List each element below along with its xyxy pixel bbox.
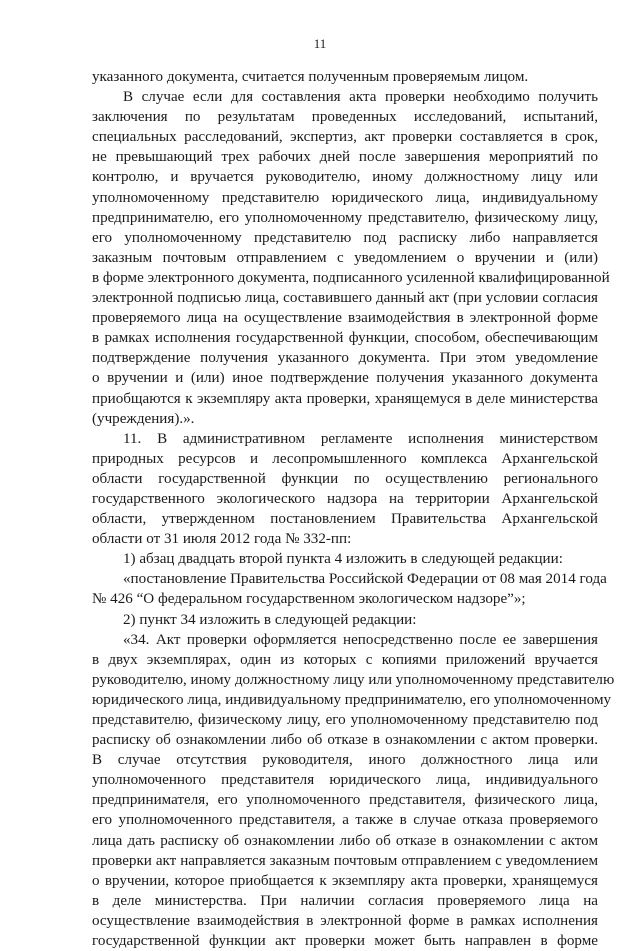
- text-line: предпринимателю, его уполномоченному представителю, физическому лицу,: [92, 209, 598, 226]
- text-line: его уполномоченному представителю под расписку либо направляется: [92, 229, 598, 246]
- text-line: уполномоченного представителя юридического лица, индивидуального: [92, 772, 598, 789]
- text-line: «34. Акт проверки оформляется непосредственно после ее завершения: [123, 631, 598, 648]
- text-line: в деле министерства. При наличии согласия проверяемого лица на: [92, 892, 598, 909]
- text-line: руководителю, иному должностному лицу или уполномоченному представителю: [92, 671, 615, 688]
- text-line: области государственной функции по осуществлению регионального: [92, 470, 598, 487]
- text-line: заказным почтовым отправлением с уведомлением о вручении и (или): [92, 249, 598, 266]
- text-line: 11. В административном регламенте исполнения министерством: [123, 430, 598, 447]
- text-line: подтверждение получения указанного документа. При этом уведомление: [92, 350, 598, 367]
- text-line: области, утвержденном постановлением Правительства Архангельской: [92, 511, 598, 528]
- text-line: 1) абзац двадцать второй пункта 4 изложить в следующей редакции:: [123, 551, 563, 568]
- text-line: в двух экземплярах, один из которых с копиями приложений вручается: [92, 651, 598, 668]
- text-line: не превышающий трех рабочих дней после завершения мероприятий по: [92, 149, 598, 166]
- text-line: государственного экологического надзора на территории Архангельской: [92, 490, 598, 507]
- text-line: электронной подписью лица, составившего данный акт (при условии согласия: [92, 290, 598, 307]
- text-line: области от 31 июля 2012 года № 332-пп:: [92, 531, 352, 548]
- text-line: предпринимателя, его уполномоченного представителя, физического лица,: [92, 792, 598, 809]
- text-line: (учреждения).».: [92, 410, 195, 427]
- text-line: В случае если для составления акта проверки необходимо получить: [123, 89, 598, 106]
- text-line: о вручении и (или) иное подтверждение получения указанного документа: [92, 370, 598, 387]
- text-line: проверки акт направляется заказным почтовым отправлением с уведомлением: [92, 852, 598, 869]
- text-line: № 426 “О федеральном государственном экологическом надзоре”»;: [92, 591, 526, 608]
- text-line: проверяемого лица на осуществление взаимодействия в электронной форме: [92, 310, 598, 327]
- text-line: в рамках исполнения государственной функции, способом, обеспечивающим: [92, 330, 598, 347]
- text-line: специальных расследований, экспертиз, акт проверки составляется в срок,: [92, 129, 598, 146]
- text-line: «постановление Правительства Российской Федерации от 08 мая 2014 года: [123, 571, 607, 588]
- document-body: [92, 67, 615, 951]
- text-line: расписку об ознакомлении либо об отказе в ознакомлении с актом проверки.: [92, 732, 598, 749]
- text-line: в форме электронного документа, подписанного усиленной квалифицированной: [92, 269, 610, 286]
- text-line: лица дать расписку об ознакомлении либо об отказе в ознакомлении с актом: [92, 832, 598, 849]
- text-line: заключения по результатам проведенных исследований, испытаний,: [92, 109, 598, 126]
- text-line: контролю, и вручается руководителю, иному должностному лицу или: [92, 169, 598, 186]
- text-line: 2) пункт 34 изложить в следующей редакции:: [123, 611, 417, 628]
- page-number: 11: [313, 36, 327, 51]
- text-line: государственной функции акт проверки может быть направлен в форме: [92, 933, 598, 950]
- text-line: о вручении, которое приобщается к экземпляру акта проверки, хранящемуся: [92, 872, 598, 889]
- text-line: указанного документа, считается полученным проверяемым лицом.: [92, 69, 529, 85]
- text-line: природных ресурсов и лесопромышленного комплекса Архангельской: [92, 450, 598, 467]
- text-line: его уполномоченного представителя, а также в случае отказа проверяемого: [92, 812, 598, 829]
- text-line: представителю, физическому лицу, его уполномоченному представителю под: [92, 712, 598, 728]
- text-line: осуществление взаимодействия в электронной форме в рамках исполнения: [92, 912, 598, 929]
- text-line: приобщаются к экземпляру акта проверки, хранящемуся в деле министерства: [92, 390, 598, 407]
- text-line: уполномоченному представителю юридического лица, индивидуальному: [92, 189, 598, 206]
- text-line: В случае отсутствия руководителя, иного должностного лица или: [92, 752, 598, 769]
- text-line: юридического лица, индивидуальному предпринимателю, его уполномоченному: [92, 691, 612, 708]
